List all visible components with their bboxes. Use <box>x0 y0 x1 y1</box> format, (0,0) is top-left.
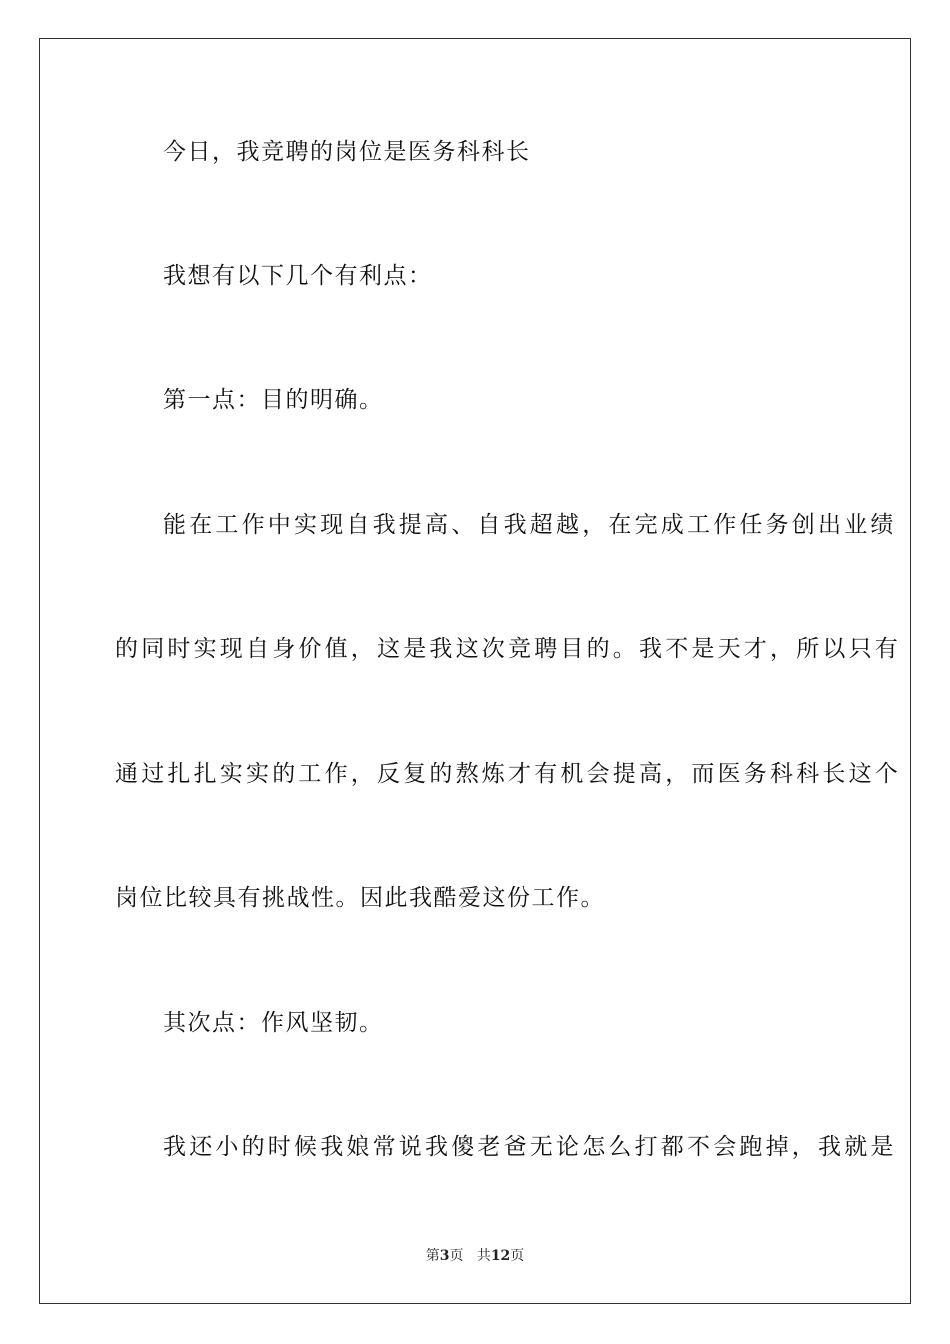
paragraph-line: 我想有以下几个有利点： <box>163 263 433 289</box>
paragraph-line: 第一点：目的明确。 <box>163 387 384 413</box>
paragraph-line: 通过扎扎实实的工作，反复的熬炼才有机会提高，而医务科科长这个 <box>115 761 901 787</box>
paragraph-line: 今日，我竞聘的岗位是医务科科长 <box>163 139 531 165</box>
paragraph-line: 岗位比较具有挑战性。因此我酷爱这份工作。 <box>115 885 605 911</box>
paragraph-line: 其次点：作风坚韧。 <box>163 1010 384 1036</box>
total-suffix: 页 <box>510 1248 525 1264</box>
page-border <box>39 38 911 1304</box>
paragraph-line: 我还小的时候我娘常说我傻老爸无论怎么打都不会跑掉，我就是 <box>163 1134 897 1160</box>
page-suffix: 页 <box>449 1248 464 1264</box>
total-pages: 12 <box>490 1248 511 1264</box>
page-number: 3 <box>439 1248 450 1264</box>
page-footer <box>0 1246 950 1266</box>
total-prefix: 共 <box>476 1248 491 1264</box>
page-prefix: 第 <box>425 1248 440 1264</box>
paragraph-line: 的同时实现自身价值，这是我这次竞聘目的。我不是天才，所以只有 <box>115 636 901 662</box>
paragraph-line: 能在工作中实现自我提高、自我超越，在完成工作任务创出业绩 <box>163 512 897 538</box>
